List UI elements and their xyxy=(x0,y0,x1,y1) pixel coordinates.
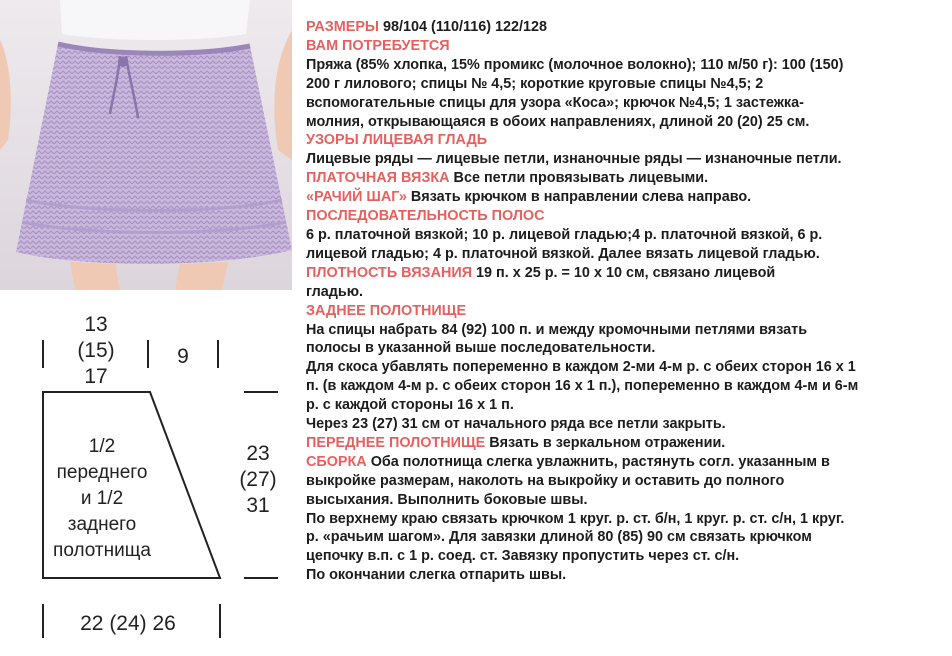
assembly-line: По окончании слегка отпарить швы. xyxy=(306,567,567,584)
back-heading: ЗАДНЕЕ ПОЛОТНИЩЕ xyxy=(306,302,467,319)
assembly-line: выкройке размерам, наколоть на выкройку и оставить до полного xyxy=(306,472,785,489)
assembly-line: По верхнему краю связать крючком 1 круг. р. ст. б/н, 1 круг. р. ст. с/н, 1 круг. xyxy=(306,510,845,527)
crab-heading: «РАЧИЙ ШАГ» xyxy=(306,189,407,206)
back-line: Через 23 (27) 31 см от начального ряда все петли закрыть. xyxy=(306,416,726,433)
height-3: 31 xyxy=(246,494,270,517)
panel-label-1: 1/2 xyxy=(88,436,116,457)
sizes-heading: РАЗМЕРЫ xyxy=(306,19,380,35)
gauge-text: 19 п. х 25 р. = 10 х 10 см, связано лицевой xyxy=(472,264,776,281)
instructions xyxy=(306,18,946,585)
height-1: 23 xyxy=(246,442,270,465)
back-line: р. с каждой стороны 16 х 1 п. xyxy=(306,397,514,414)
back-line: Для скоса убавлять попеременно в каждом 2-ми 4-м р. с обеих сторон 16 х 1 xyxy=(306,359,856,376)
panel-label-5: полотнища xyxy=(53,540,151,561)
stripes-heading: ПОСЛЕДОВАТЕЛЬНОСТЬ ПОЛОС xyxy=(306,208,545,225)
top-width-2: (15) xyxy=(77,339,115,362)
knitted-skirt-icon xyxy=(0,0,292,290)
height-2: (27) xyxy=(239,468,277,491)
assembly-line: высыхания. Выполнить боковые швы. xyxy=(306,491,588,508)
materials-heading: ВАМ ПОТРЕБУЕТСЯ xyxy=(306,37,450,54)
assembly-heading: СБОРКА xyxy=(306,453,367,470)
back-line: п. (в каждом 4-м р. с обеих сторон 16 х 1 п.), попеременно в каждом 4-м и 6-м xyxy=(306,378,859,395)
gauge-line xyxy=(306,264,946,283)
materials-line: 200 г лилового; спицы № 4,5; короткие круговые спицы №4,5; 2 xyxy=(306,75,764,92)
front-heading: ПЕРЕДНЕЕ ПОЛОТНИЩЕ xyxy=(306,434,486,451)
assembly-text: Оба полотнища слегка увлажнить, растянуть согл. указанным в xyxy=(366,453,830,470)
front-line xyxy=(306,434,946,453)
crab-line xyxy=(306,188,946,207)
materials-line: вспомогательные спицы для узора «Коса»; крючок №4,5; 1 застежка- xyxy=(306,94,804,111)
top-width-3: 17 xyxy=(84,365,108,388)
back-line: полосы в указанной выше последовательности. xyxy=(306,340,656,357)
assembly-line: цепочку в.п. с 1 р. соед. ст. Завязку пропустить через ст. с/н. xyxy=(306,548,740,565)
sizes-text: 98/104 (110/116) 122/128 xyxy=(379,19,548,35)
stockinette-text: Лицевые ряды — лицевые петли, изнаночные ряды — изнаночные петли. xyxy=(306,151,842,168)
materials-line: Пряжа (85% хлопка, 15% промикс (молочное волокно); 110 м/50 г): 100 (150) xyxy=(306,56,844,73)
patterns-heading: УЗОРЫ ЛИЦЕВАЯ ГЛАДЬ xyxy=(306,132,488,149)
panel-label-2: переднего xyxy=(56,462,148,483)
top-offset: 9 xyxy=(177,345,189,368)
stripes-line: лицевой гладью; 4 р. платочной вязкой. Далее вязать лицевой гладью. xyxy=(306,245,820,262)
top-width-1: 13 xyxy=(84,313,108,336)
garter-heading: ПЛАТОЧНАЯ ВЯЗКА xyxy=(306,170,450,187)
back-line: На спицы набрать 84 (92) 100 п. и между кромочными петлями вязать xyxy=(306,321,808,338)
stripes-line: 6 р. платочной вязкой; 10 р. лицевой гладью;4 р. платочной вязкой, 6 р. xyxy=(306,226,823,243)
skirt-photo xyxy=(0,0,292,290)
gauge-heading: ПЛОТНОСТЬ ВЯЗАНИЯ xyxy=(306,264,473,281)
sizes-line xyxy=(306,18,946,37)
materials-line: молния, открывающаяся в обоих направлениях, длиной 20 (20) 25 см. xyxy=(306,113,810,130)
garter-line xyxy=(306,169,946,188)
assembly-line: р. «рачьим шагом». Для завязки длиной 80 (85) 90 см связать крючком xyxy=(306,529,812,546)
pattern-diagram xyxy=(0,300,300,656)
front-text: Вязать в зеркальном отражении. xyxy=(485,434,726,451)
panel-label-3: и 1/2 xyxy=(80,488,124,509)
crab-text: Вязать крючком в направлении слева направо. xyxy=(406,189,752,206)
assembly-line xyxy=(306,453,946,472)
gauge-text-2: гладью. xyxy=(306,283,364,300)
garter-text: Все петли провязывать лицевыми. xyxy=(449,170,709,187)
panel-label-4: заднего xyxy=(67,514,137,535)
bottom-width: 22 (24) 26 xyxy=(80,612,176,635)
